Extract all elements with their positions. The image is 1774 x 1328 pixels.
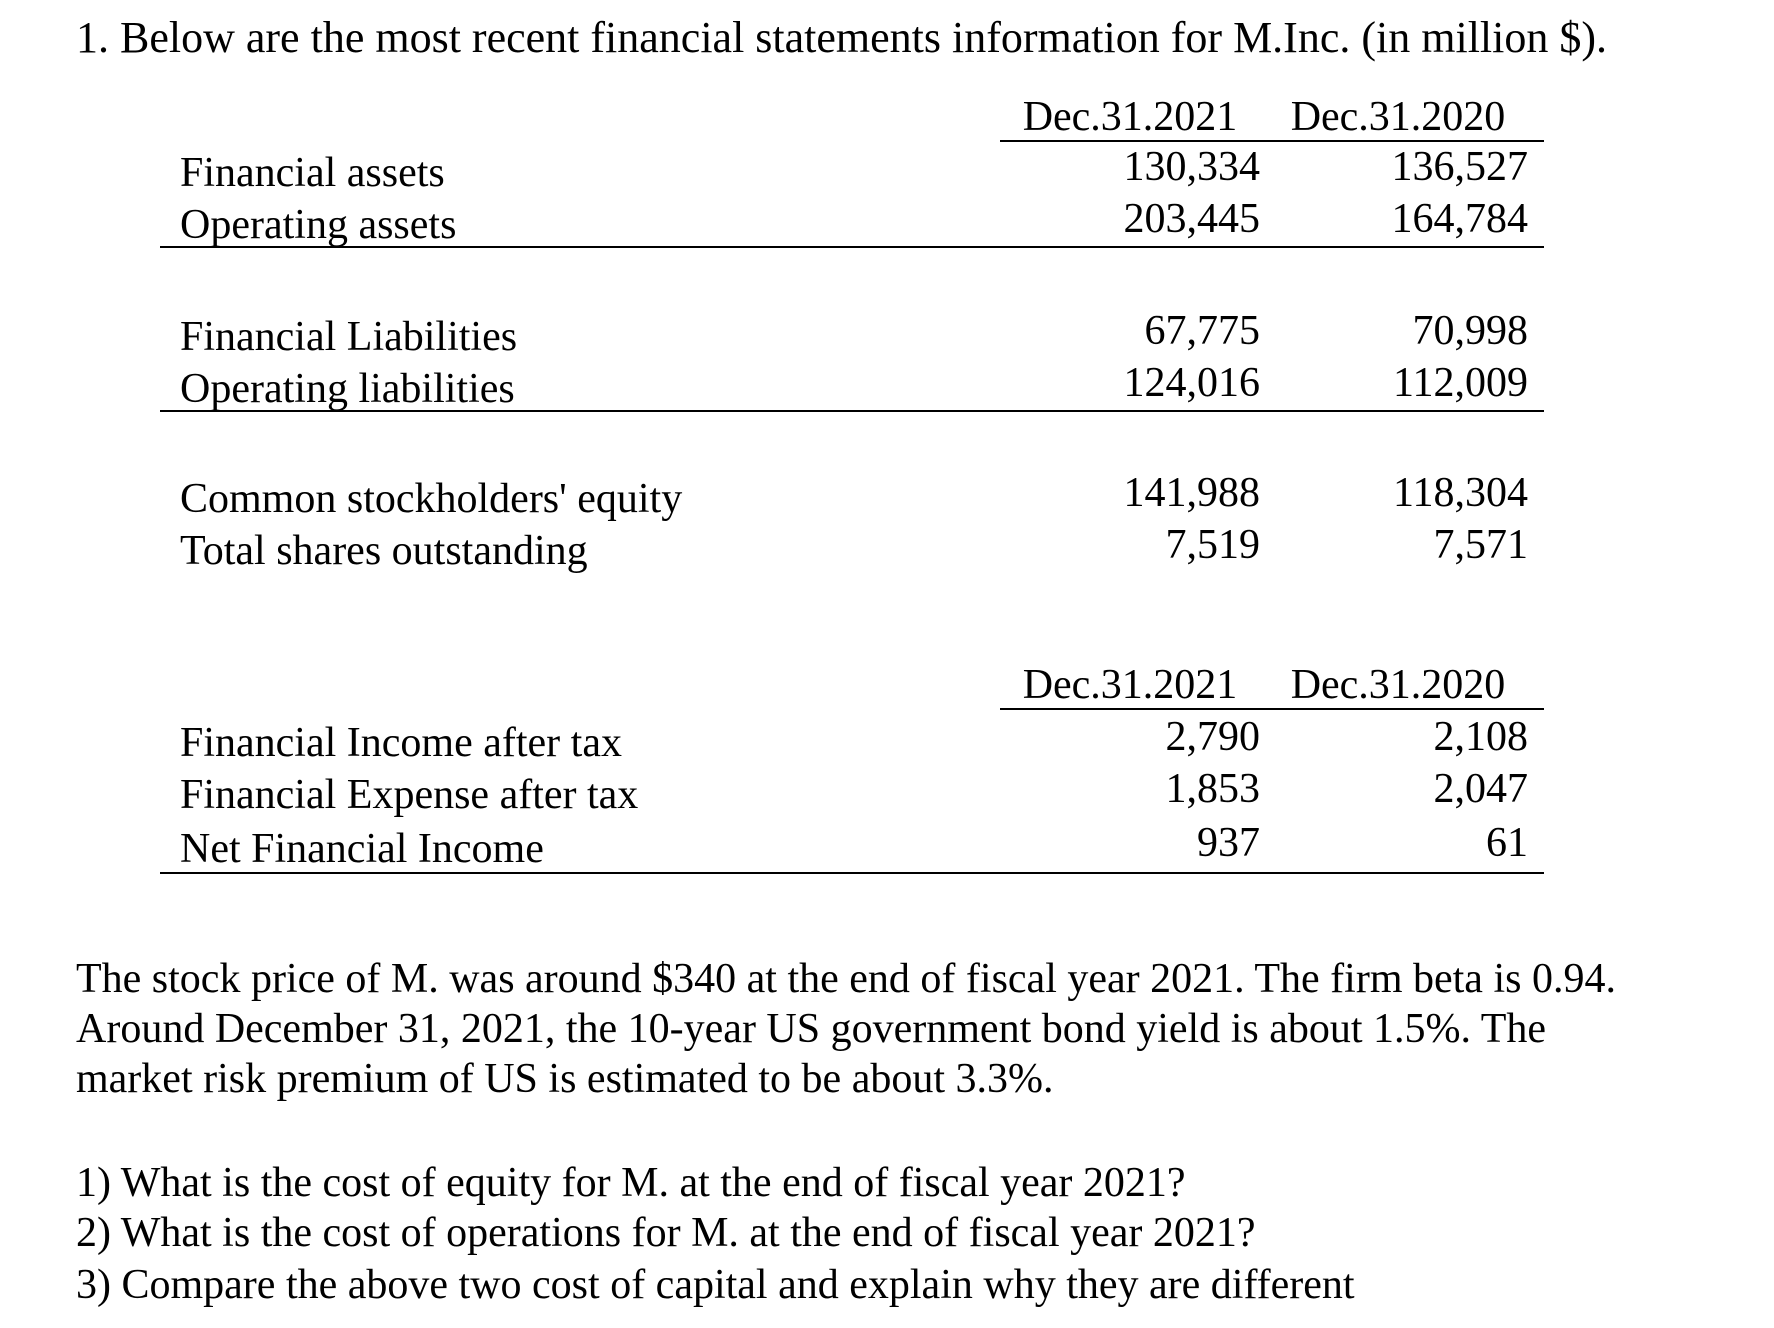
row-label: Operating liabilities (180, 366, 515, 412)
row-value-2021: 130,334 (1123, 144, 1260, 190)
row-label: Financial Expense after tax (180, 772, 639, 818)
row-value-2020: 2,108 (1433, 714, 1528, 760)
row-value-2021: 937 (1197, 820, 1260, 866)
row-value-2021: 2,790 (1165, 714, 1260, 760)
row-value-2020: 2,047 (1433, 766, 1528, 812)
row-value-2020: 7,571 (1433, 522, 1528, 568)
row-value-2020: 164,784 (1391, 196, 1528, 242)
row-label: Net Financial Income (180, 826, 544, 872)
table-bottom-line (160, 872, 1544, 874)
row-value-2021: 7,519 (1165, 522, 1260, 568)
question-item: 1) What is the cost of equity for M. at the end of fiscal year 2021? (76, 1160, 1186, 1206)
row-value-2020: 112,009 (1393, 360, 1528, 406)
question-item: 2) What is the cost of operations for M. at the end of fiscal year 2021? (76, 1210, 1256, 1256)
row-value-2020: 136,527 (1391, 144, 1528, 190)
row-label: Total shares outstanding (180, 528, 588, 574)
row-label: Common stockholders' equity (180, 476, 683, 522)
row-value-2020: 118,304 (1393, 470, 1528, 516)
row-value-2021: 1,853 (1165, 766, 1260, 812)
group-underline (160, 246, 1544, 248)
header-underline (1000, 708, 1544, 710)
header-2021: Dec.31.2021 (1022, 94, 1238, 140)
group-underline (160, 410, 1544, 412)
row-label: Financial Income after tax (180, 720, 622, 766)
row-value-2021: 141,988 (1123, 470, 1260, 516)
row-label: Financial assets (180, 150, 445, 196)
paragraph-line: market risk premium of US is estimated to be about 3.3%. (76, 1056, 1054, 1102)
paragraph-line: Around December 31, 2021, the 10-year US government bond yield is about 1.5%. The (76, 1006, 1547, 1052)
row-value-2020: 61 (1486, 820, 1528, 866)
row-value-2021: 203,445 (1123, 196, 1260, 242)
row-value-2021: 67,775 (1144, 308, 1260, 354)
row-value-2020: 70,998 (1412, 308, 1528, 354)
header-2021: Dec.31.2021 (1022, 662, 1238, 708)
row-value-2021: 124,016 (1123, 360, 1260, 406)
header-underline (1000, 140, 1544, 142)
question-item: 3) Compare the above two cost of capital and explain why they are different (76, 1262, 1355, 1308)
row-label: Operating assets (180, 202, 457, 248)
header-2020: Dec.31.2020 (1290, 94, 1506, 140)
row-label: Financial Liabilities (180, 314, 518, 360)
paragraph-line: The stock price of M. was around $340 at the end of fiscal year 2021. The firm beta is 0.94. (76, 956, 1616, 1002)
problem-title: 1. Below are the most recent financial statements information for M.Inc. (in million $). (76, 13, 1608, 62)
header-2020: Dec.31.2020 (1290, 662, 1506, 708)
